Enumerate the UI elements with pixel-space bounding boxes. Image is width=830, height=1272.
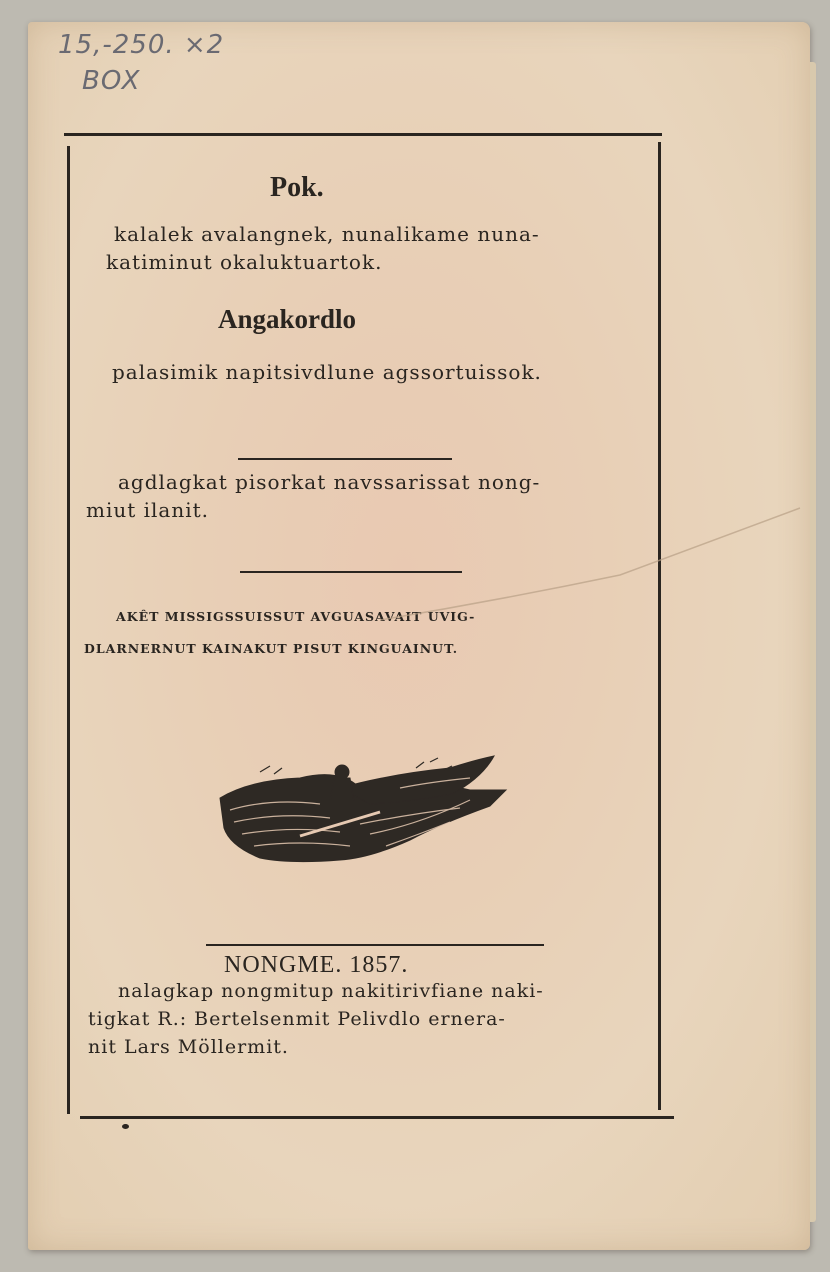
subtitle-line-2: katiminut okaluktuartok.	[106, 250, 383, 274]
second-subtitle: palasimik napitsivdlune agssortuissok.	[112, 360, 542, 384]
pencil-note-box: BOX	[82, 66, 141, 96]
divider-rule-3	[206, 944, 544, 946]
title: Pok.	[270, 172, 324, 203]
note-line-2: DLARNERNUT KAINAKUT PISUT KINGUAINUT.	[84, 641, 459, 656]
frame-left-rule	[67, 146, 70, 1114]
frame-bottom-rule	[80, 1116, 674, 1119]
page-edge	[810, 62, 816, 1222]
imprint-line-1: nalagkap nongmitup nakitirivfiane naki-	[118, 980, 544, 1002]
divider-rule-2	[240, 571, 462, 573]
book-cover	[28, 22, 810, 1250]
origin-line-2: miut ilanit.	[86, 498, 210, 522]
imprint-place-year: NONGME. 1857.	[224, 952, 409, 978]
second-title: Angakordlo	[218, 304, 357, 334]
note-line-1: AKÊT MISSIGSSUISSUT AVGUASAVAIT UVIG-	[116, 609, 476, 624]
frame-top-rule	[64, 133, 662, 136]
frame-right-rule	[658, 142, 661, 1110]
kayak-woodcut-icon	[190, 728, 510, 868]
origin-line-1: agdlagkat pisorkat navssarissat nong-	[118, 470, 541, 494]
imprint-line-3: nit Lars Möllermit.	[88, 1036, 289, 1058]
divider-rule-1	[238, 458, 452, 460]
imprint-line-2: tigkat R.: Bertelsenmit Pelivdlo ernera-	[88, 1008, 506, 1030]
pencil-note-price: 15,-250. ×2	[58, 30, 225, 60]
subtitle-line-1: kalalek avalangnek, nunalikame nuna-	[114, 222, 540, 246]
ink-spot	[122, 1124, 129, 1129]
